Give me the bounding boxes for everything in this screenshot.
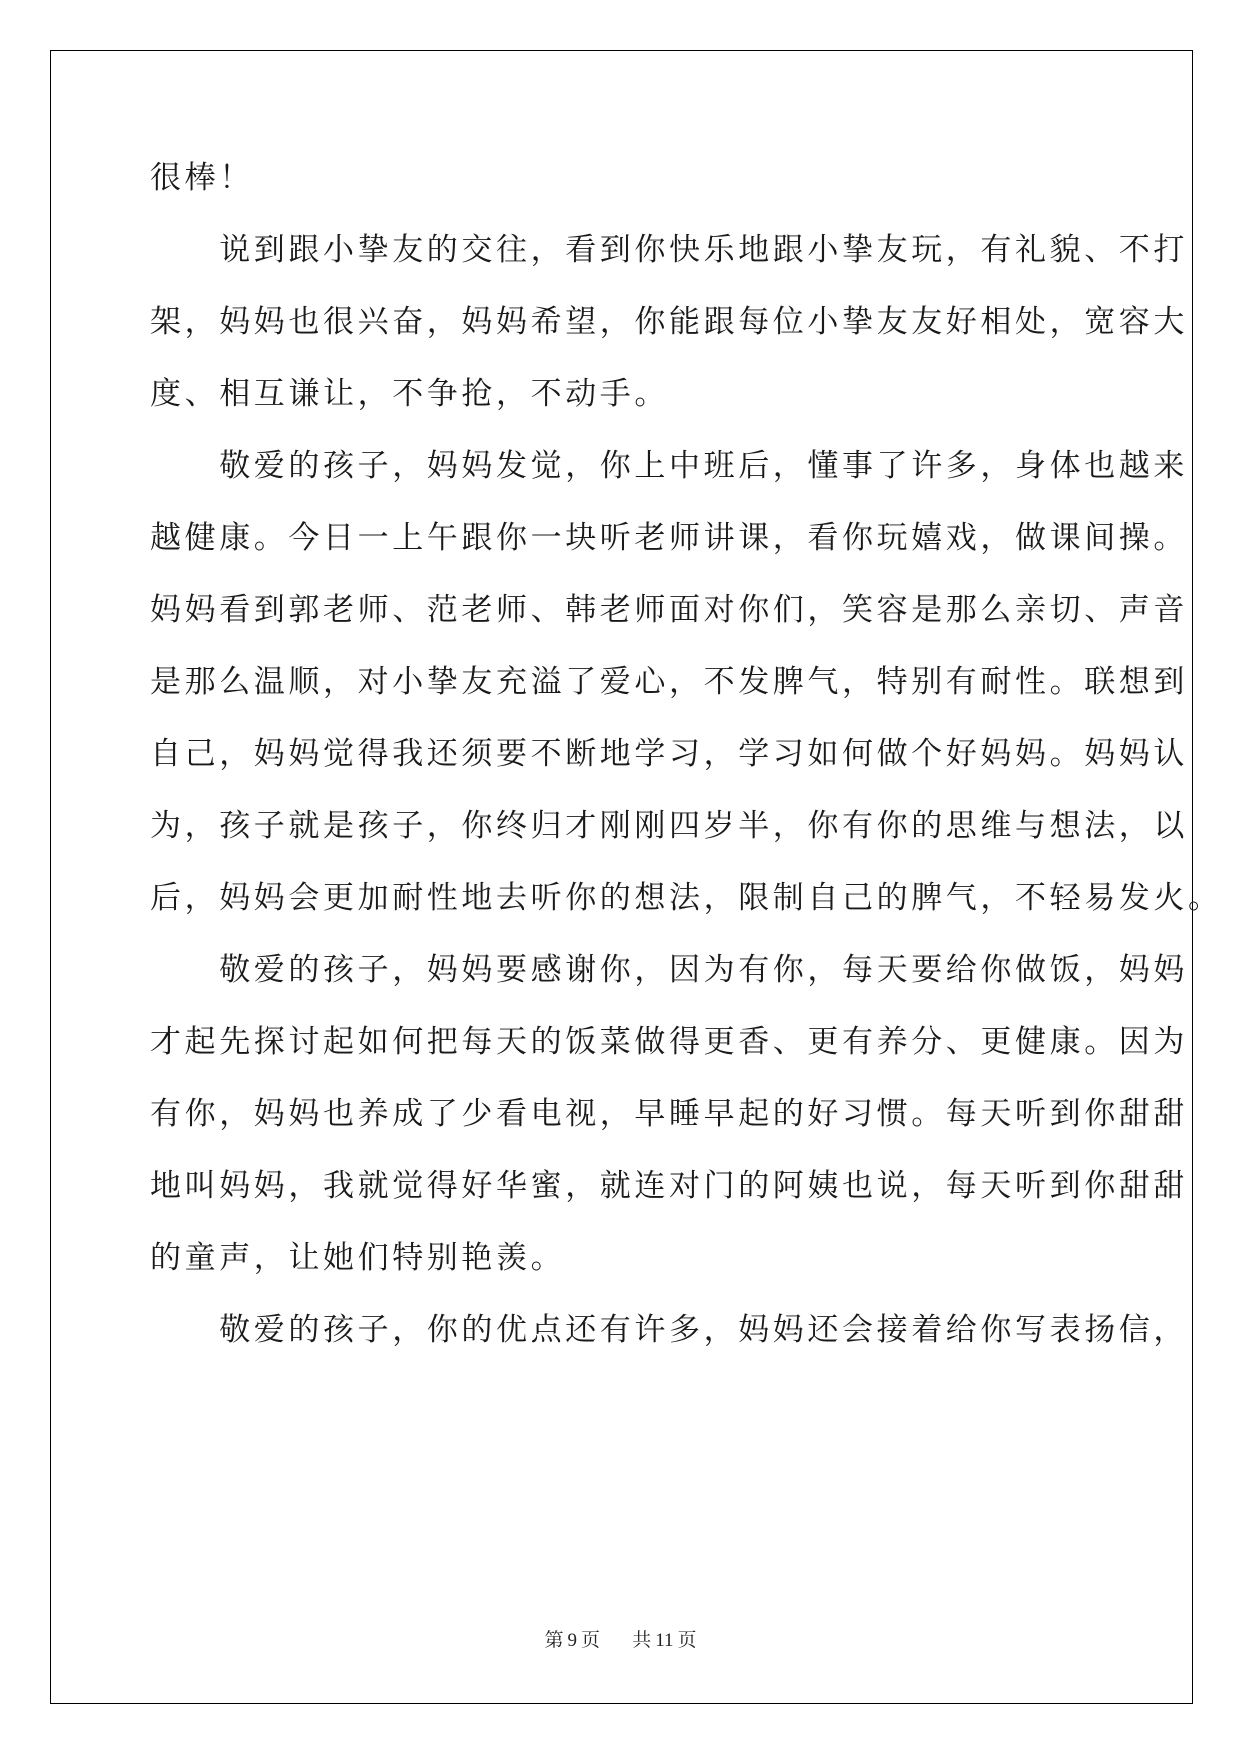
text-line: 是那么温顺，对小挚友充溢了爱心，不发脾气，特别有耐性。联想到 bbox=[150, 664, 1188, 700]
text-line: 自己，妈妈觉得我还须要不断地学习，学习如何做个好妈妈。妈妈认 bbox=[150, 736, 1188, 772]
text-line: 的童声，让她们特别艳羡。 bbox=[150, 1240, 566, 1276]
text-line: 有你，妈妈也养成了少看电视，早睡早起的好习惯。每天听到你甜甜 bbox=[150, 1096, 1188, 1132]
text-line: 后，妈妈会更加耐性地去听你的想法，限制自己的脾气，不轻易发火。 bbox=[150, 880, 1223, 916]
text-line: 架，妈妈也很兴奋，妈妈希望，你能跟每位小挚友友好相处，宽容大 bbox=[150, 304, 1188, 340]
page-number-label: 第 9 页 bbox=[544, 1629, 601, 1651]
total-pages-label: 共 11 页 bbox=[632, 1629, 697, 1651]
text-line: 说到跟小挚友的交往，看到你快乐地跟小挚友玩，有礼貌、不打 bbox=[150, 232, 1188, 268]
text-line: 敬爱的孩子，妈妈要感谢你，因为有你，每天要给你做饭，妈妈 bbox=[150, 952, 1188, 988]
text-line: 越健康。今日一上午跟你一块听老师讲课，看你玩嬉戏，做课间操。 bbox=[150, 520, 1188, 556]
page-border bbox=[50, 50, 1193, 1704]
text-line: 度、相互谦让，不争抢，不动手。 bbox=[150, 376, 669, 412]
text-line: 地叫妈妈，我就觉得好华蜜，就连对门的阿姨也说，每天听到你甜甜 bbox=[150, 1168, 1188, 1204]
text-line: 敬爱的孩子，妈妈发觉，你上中班后，懂事了许多，身体也越来 bbox=[150, 448, 1188, 484]
text-line: 妈妈看到郭老师、范老师、韩老师面对你们，笑容是那么亲切、声音 bbox=[150, 592, 1188, 628]
text-line: 敬爱的孩子，你的优点还有许多，妈妈还会接着给你写表扬信， bbox=[150, 1312, 1188, 1348]
text-line: 很棒！ bbox=[150, 160, 254, 196]
page-footer bbox=[0, 1628, 1241, 1653]
text-line: 才起先探讨起如何把每天的饭菜做得更香、更有养分、更健康。因为 bbox=[150, 1024, 1188, 1060]
text-line: 为，孩子就是孩子，你终归才刚刚四岁半，你有你的思维与想法，以 bbox=[150, 808, 1188, 844]
